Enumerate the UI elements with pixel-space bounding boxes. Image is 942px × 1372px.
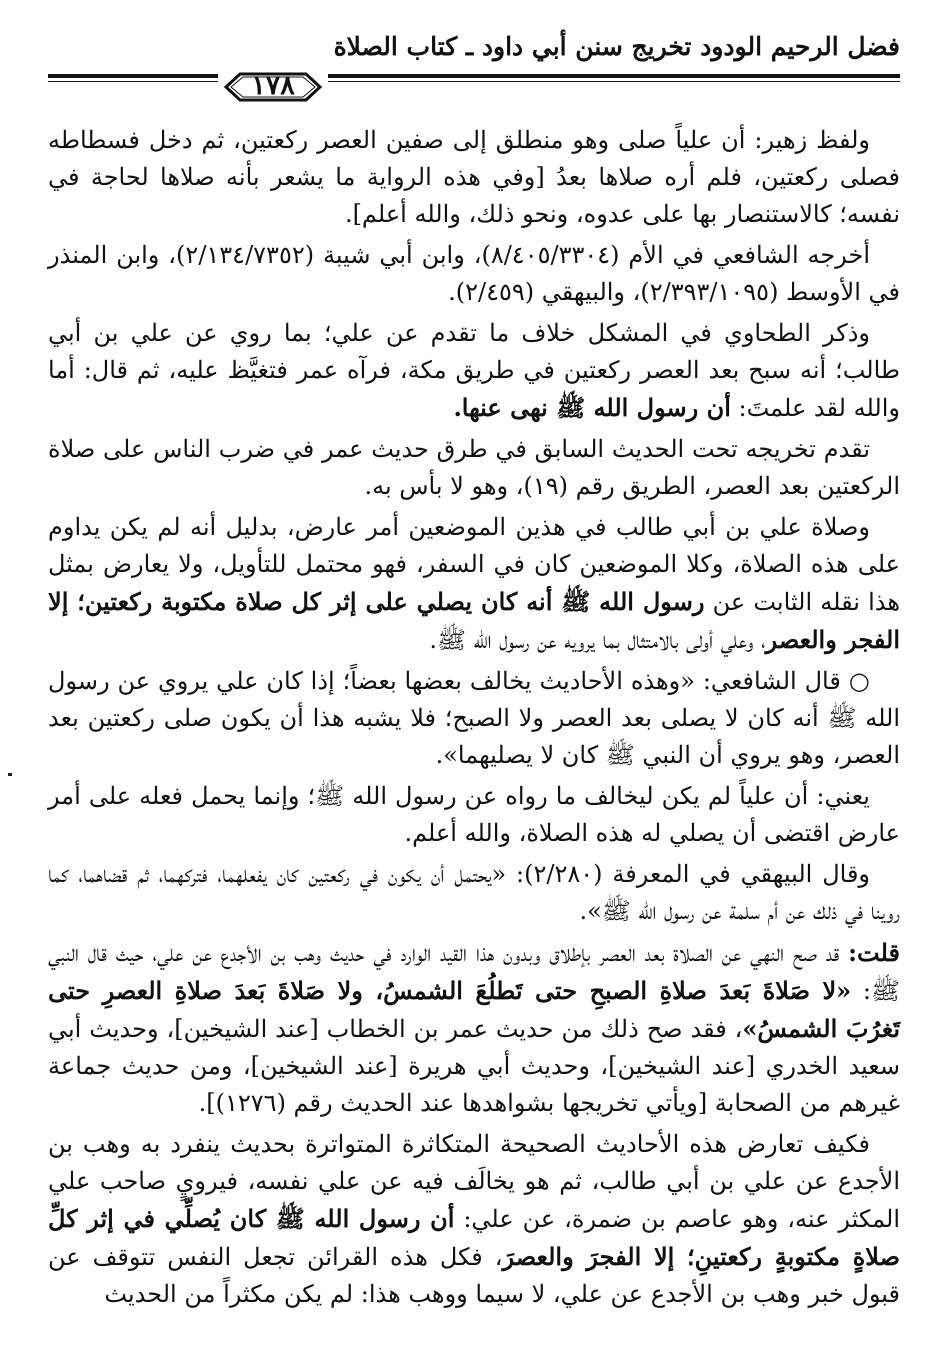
text-run-bold: أن رسول الله ﷺ نهى عنها. — [453, 393, 731, 422]
page-header — [48, 32, 900, 114]
text-run: أخرجه الشافعي في الأم (٨/٤٠٥/٣٣٠٤)، وابن أبي شيبة (٢/١٣٤/٧٣٥٢)، وابن المنذر في الأوسط (٢/٣٩٣/١٠٩٥)، والبيهقي (٢/٤٥٩). — [48, 241, 900, 306]
text-run: وقال البيهقي في المعرفة (٢/٢٨٠): «يحتمل أن يكون في ركعتين كان يفعلهما، فتركهما، ثم قضاهما، كما روينا في ذلك عن أم سلمة عن رسول الله ﷺ». — [48, 860, 900, 925]
text-run: ○ قال الشافعي: «وهذه الأحاديث يخالف بعضها بعضاً؛ إذا كان علي يروي عن رسول الله ﷺ أنه كان لا يصلى بعد العصر ولا الصبح؛ فلا يشبه هذا أن يكون صلى ركعتين بعد العصر، وهو يروي أن النبي ﷺ كان لا يصليهما». — [48, 667, 900, 769]
text-run: وصلاة علي بن أبي طالب في هذين الموضعين أمر عارض، بدليل أنه لم يكن يداوم على هذه الصلاة، وكلا الموضعين كان في السفر، فهو محتمل للتأويل، ولا يعارض بمثل هذا نقله الثابت عن — [48, 513, 900, 616]
text-run-bold: قلت: — [848, 938, 900, 967]
paragraph — [48, 663, 900, 774]
book-page — [48, 32, 900, 1352]
header-rule-thick — [48, 74, 900, 78]
paragraph — [48, 856, 900, 930]
text-run: فكيف تعارض هذه الأحاديث الصحيحة المتكاثرة المتواترة بحديث ينفرد به وهب بن الأجدع عن علي بن أبي طالب، ثم هو يخالَف فيه عن علي نفسه، فيرويٍ صاحب علي المكثر عنه، وهو عاصم بن ضمرة، عن علي: — [48, 1130, 900, 1233]
paragraph — [48, 778, 900, 852]
text-run-bold: «لا صَلاةَ بَعدَ صلاةِ الصبحِ حتى تَطلُعَ الشمسُ، ولا صَلاةَ بَعدَ صلاةِ العصرِ حتى تَغرُبَ الشمسُ» — [48, 976, 901, 1043]
text-run-bold: أن رسول الله ﷺ كان يُصلِّي في إثر كلِّ صلاةٍ مكتوبةٍ ركعتينِ؛ إلا الفجرَ والعصرَ — [48, 1204, 900, 1271]
paragraph — [48, 509, 900, 659]
text-run: يعني: أن علياً لم يكن ليخالف ما رواه عن رسول الله ﷺ؛ وإنما يحمل فعله على أمر عارض اقتضى أن يصلي له هذه الصلاة، والله أعلم. — [48, 782, 900, 847]
paragraph — [48, 1126, 900, 1313]
margin-mark — [8, 773, 12, 776]
body-text — [48, 122, 900, 1317]
paragraph — [48, 122, 900, 233]
text-run: تقدم تخريجه تحت الحديث السابق في طرق حديث عمر في ضرب الناس على صلاة الركعتين بعد العصر، الطريق رقم (١٩)، وهو لا بأس به. — [48, 435, 900, 500]
text-run: ولفظ زهير: أن علياً صلى وهو منطلق إلى صفين العصر ركعتين، ثم دخل فسطاطه فصلى ركعتين، فلم أره صلاها بعدُ [وفي هذه الرواية ما يشعر بأنه صلاها لحاجة في نفسه؛ كالاستنصار بها على عدوه، ونحو ذلك، والله أعلم]. — [48, 126, 900, 228]
header-rule-thin — [48, 81, 900, 82]
running-title: فضل الرحيم الودود تخريج سنن أبي داود ـ كتاب الصلاة — [333, 32, 900, 61]
page-number: ١٧٨ — [251, 70, 295, 101]
text-run: قد صح النهي عن الصلاة بعد العصر بإطلاق وبدون هذا القيد الوارد في حديث وهب بن الأجدع عن علي، حيث قال النبي ﷺ: — [48, 939, 900, 1005]
page-number-ornament — [218, 66, 328, 106]
paragraph — [48, 315, 900, 427]
text-run: وذكر الطحاوي في المشكل خلاف ما تقدم عن علي؛ بما روي عن علي بن أبي طالب؛ أنه سبح بعد العصر ركعتين في طريق مكة، فرآه عمر فتغيَّظ عليه، ثم قال: أما والله لقد علمتَ: — [48, 319, 900, 422]
text-run-bold: رسول الله ﷺ أنه كان يصلي على إثر كل صلاة مكتوبة ركعتين؛ إلا الفجر والعصر — [48, 587, 900, 654]
paragraph — [48, 237, 900, 311]
text-run: ، وعلي أولى بالامتثال بما يرويه عن رسول الله ﷺ. — [429, 626, 766, 654]
text-run: ، فكل هذه القرائن تجعل النفس تتوقف عن قبول خبر وهب بن الأجدع عن علي، لا سيما ووهب هذا: لم يكن مكثراً من الحديث — [48, 1243, 900, 1308]
text-run: ، فقد صح ذلك من حديث عمر بن الخطاب [عند الشيخين]، وحديث أبي سعيد الخدري [عند الشيخين]، وحديث أبي هريرة [عند الشيخين]، ومن حديث جماعة غيرهم من الصحابة [ويأتي تخريجها بشواهدها عند الحديث رقم (١٢٧٦)]. — [48, 1015, 900, 1117]
paragraph — [48, 431, 900, 505]
paragraph — [48, 934, 900, 1122]
